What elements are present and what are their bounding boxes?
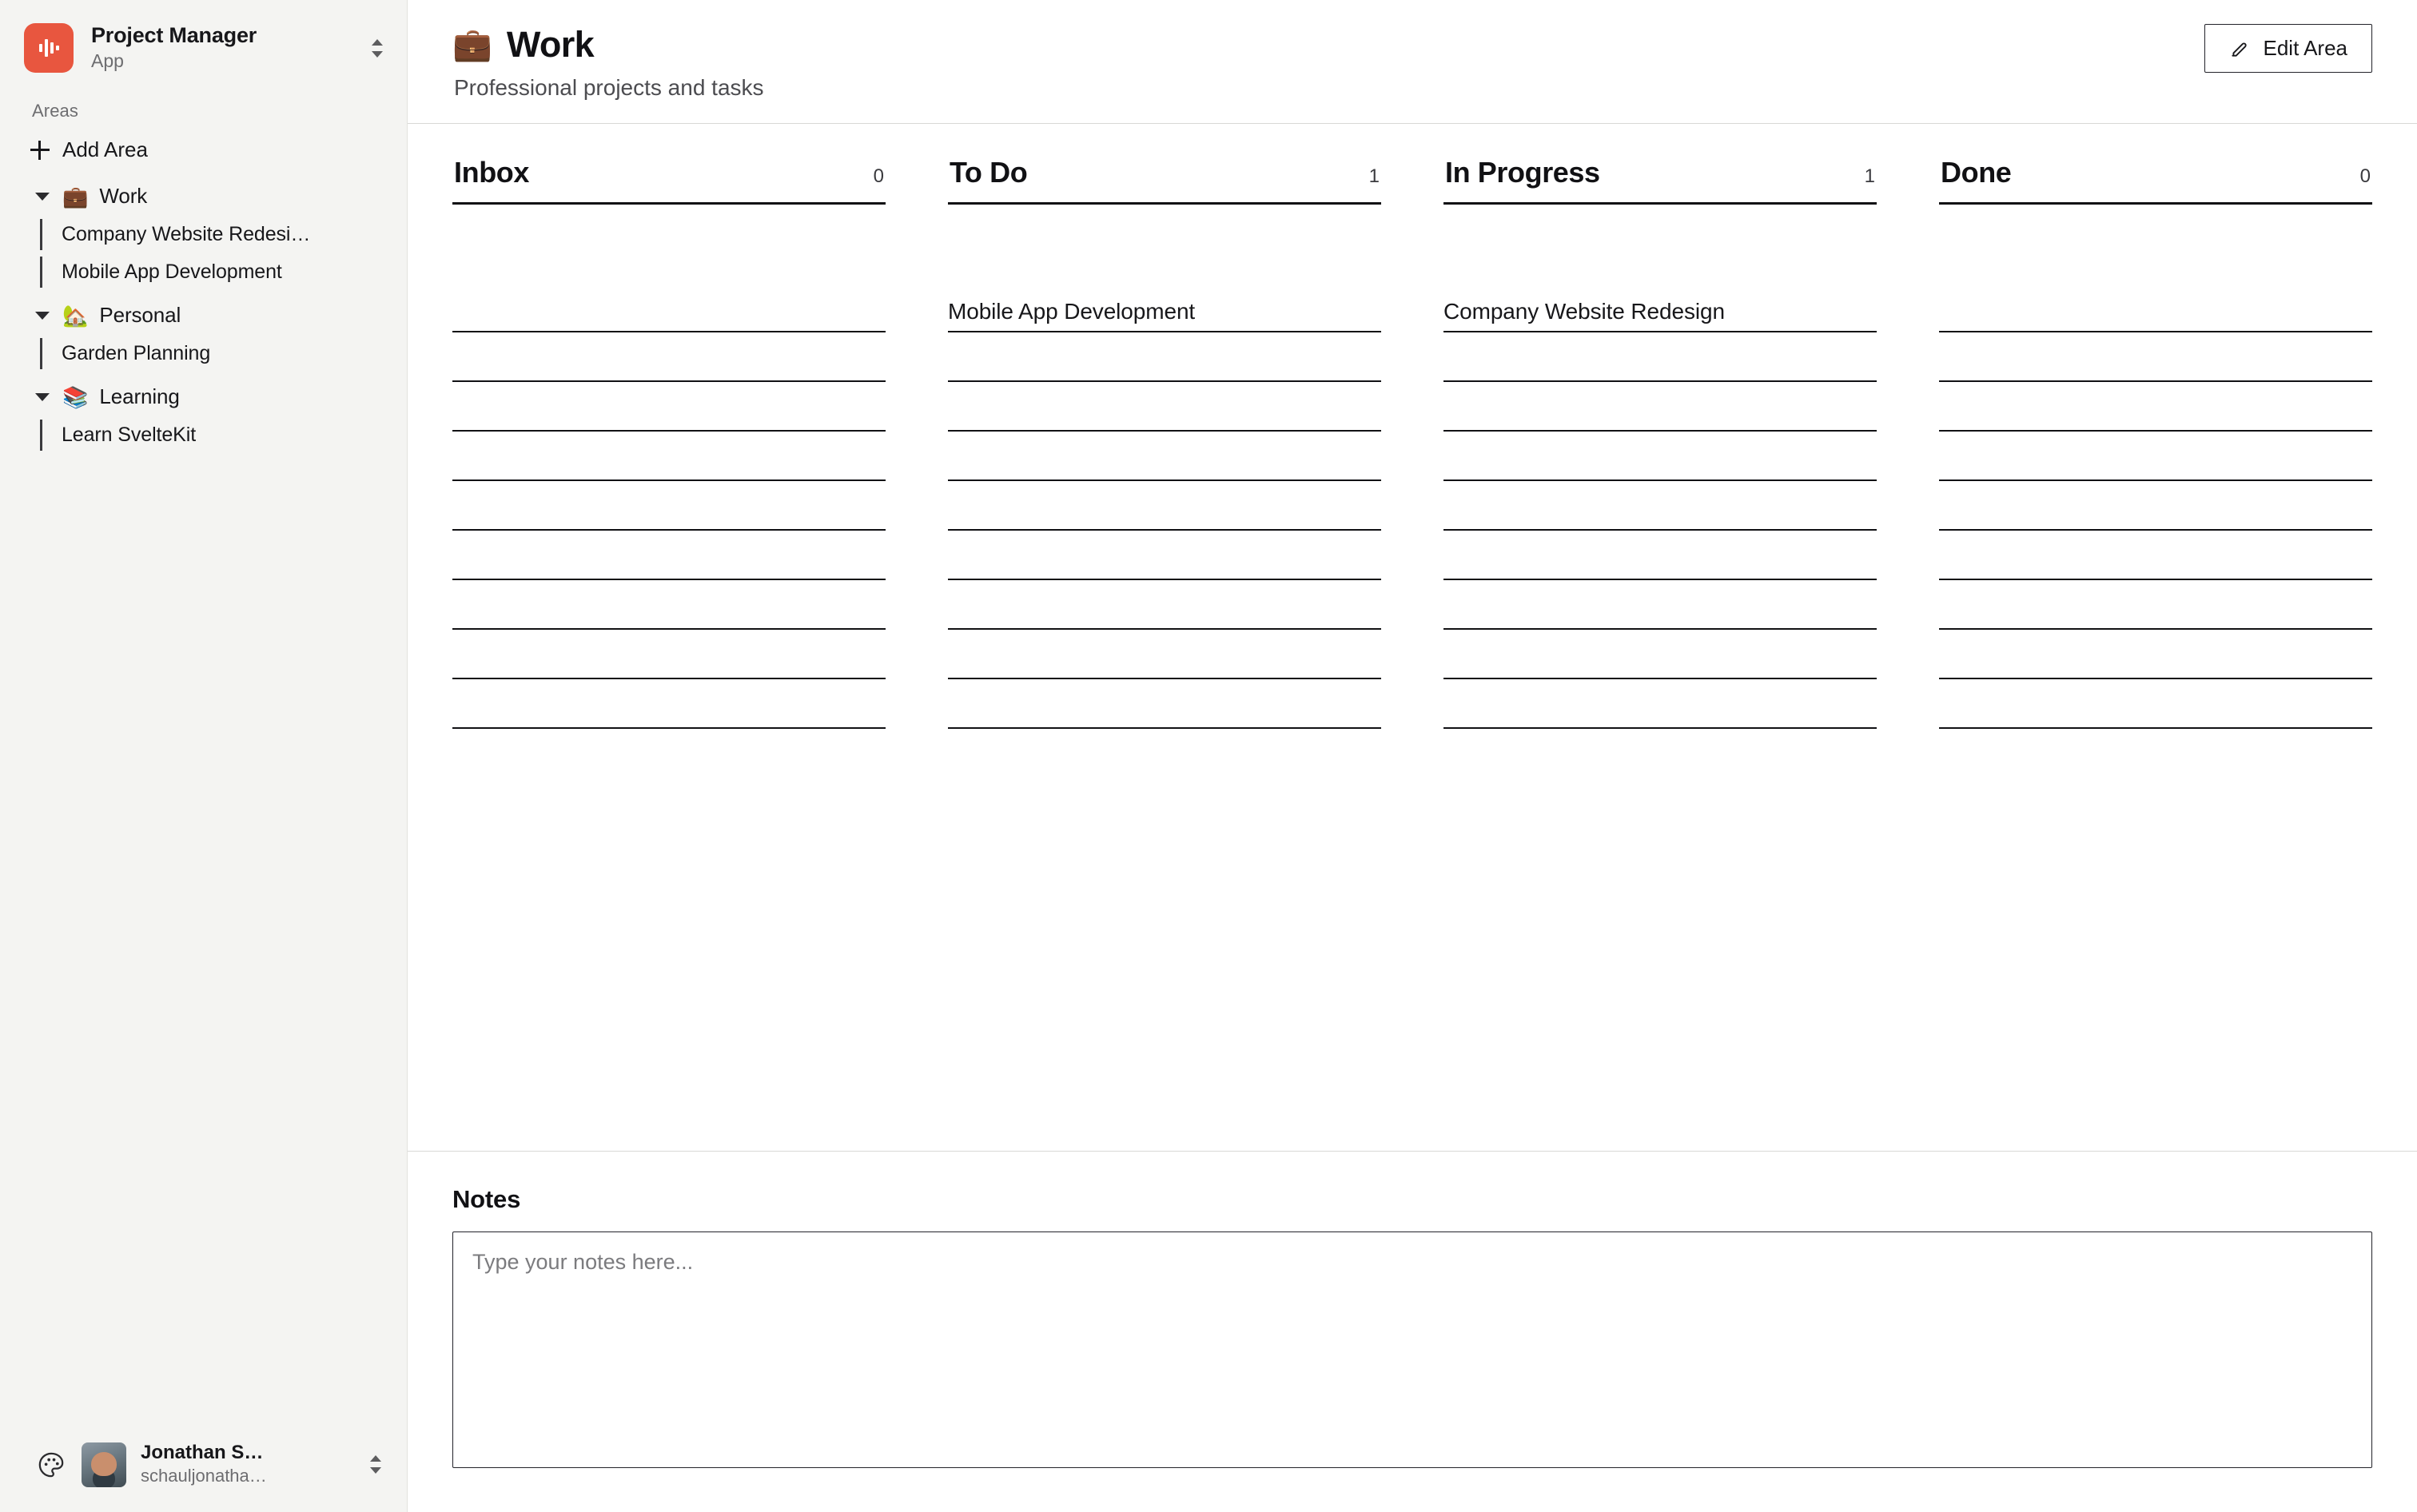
sidebar-item-project[interactable] [0, 335, 407, 372]
card-slot[interactable] [1443, 679, 1877, 729]
card-slot[interactable] [1443, 382, 1877, 432]
sidebar-item-area-work[interactable] [0, 177, 407, 216]
project-label: Mobile App Development [62, 261, 282, 284]
card-slot[interactable] [1939, 382, 2372, 432]
card-slot[interactable] [1939, 580, 2372, 630]
add-area-button[interactable] [0, 129, 407, 172]
area-emoji-personal: 🏡 [62, 303, 89, 328]
card-slot[interactable] [1443, 531, 1877, 580]
sidebar-item-area-learning[interactable] [0, 377, 407, 416]
column-title: In Progress [1445, 156, 1600, 189]
card-slot[interactable] [452, 432, 886, 481]
page-title: Work [506, 24, 595, 65]
chevron-up-down-icon[interactable] [367, 32, 388, 64]
column-header [1939, 156, 2372, 205]
sidebar-item-project[interactable] [0, 216, 407, 253]
column-body[interactable] [1443, 205, 1877, 729]
area-label-personal: Personal [99, 303, 181, 328]
column-title: To Do [950, 156, 1028, 189]
palette-icon[interactable] [35, 1449, 67, 1481]
column-count: 0 [873, 165, 884, 187]
column-title: Done [1941, 156, 2012, 189]
card-slot[interactable] [452, 332, 886, 382]
project-label: Company Website Redesi… [62, 223, 311, 246]
user-menu-chevron-up-down-icon[interactable] [365, 1449, 386, 1481]
app-switcher[interactable] [0, 0, 407, 91]
card-slot[interactable] [1939, 679, 2372, 729]
kanban-card[interactable] [948, 253, 1381, 332]
sidebar-item-area-personal[interactable] [0, 296, 407, 335]
kanban-card[interactable] [1443, 253, 1877, 332]
app-subtitle: App [91, 50, 124, 72]
project-indent-bar [40, 338, 42, 369]
edit-area-label: Edit Area [2263, 36, 2347, 60]
areas-section-label: Areas [32, 101, 78, 121]
notes-input[interactable] [452, 1231, 2372, 1468]
card-slot[interactable] [452, 382, 886, 432]
area-emoji-work: 💼 [62, 184, 89, 209]
card-slot[interactable] [452, 481, 886, 531]
user-name: Jonathan S… [141, 1442, 264, 1464]
project-indent-bar [40, 257, 42, 288]
project-indent-bar [40, 420, 42, 451]
page-header-text [452, 24, 764, 101]
project-indent-bar [40, 219, 42, 250]
add-area-label: Add Area [62, 137, 148, 162]
column-count: 1 [1864, 165, 1875, 187]
page-header [408, 0, 2417, 124]
card-slot[interactable] [1443, 481, 1877, 531]
card-slot[interactable] [1443, 432, 1877, 481]
card-title: Company Website Redesign [1443, 299, 1725, 324]
pencil-icon [2229, 38, 2250, 59]
card-slot[interactable] [948, 432, 1381, 481]
card-slot[interactable] [948, 481, 1381, 531]
notes-label: Notes [452, 1185, 521, 1213]
area-group-personal [0, 296, 407, 372]
card-slot[interactable] [1939, 253, 2372, 332]
area-label-work: Work [99, 184, 148, 209]
user-info[interactable] [141, 1441, 351, 1488]
chevron-down-icon[interactable] [35, 193, 50, 201]
card-slot[interactable] [1443, 580, 1877, 630]
page-subtitle: Professional projects and tasks [454, 75, 764, 100]
area-emoji-learning: 📚 [62, 384, 89, 409]
card-title: Mobile App Development [948, 299, 1196, 324]
card-slot[interactable] [452, 679, 886, 729]
card-slot[interactable] [1939, 481, 2372, 531]
column-header [1443, 156, 1877, 205]
column-header [948, 156, 1381, 205]
app-name: Project Manager [91, 23, 257, 47]
app-logo-icon [24, 23, 74, 73]
area-label-learning: Learning [99, 384, 180, 409]
card-slot[interactable] [1939, 332, 2372, 382]
sidebar-item-project[interactable] [0, 253, 407, 291]
sidebar [0, 0, 408, 1512]
avatar[interactable] [82, 1442, 126, 1487]
area-group-work [0, 177, 407, 291]
chevron-down-icon[interactable] [35, 393, 50, 401]
card-slot[interactable] [452, 630, 886, 679]
card-slot[interactable] [452, 580, 886, 630]
column-title: Inbox [454, 156, 529, 189]
project-label: Learn SvelteKit [62, 424, 197, 447]
column-header [452, 156, 886, 205]
card-slot[interactable] [948, 630, 1381, 679]
sidebar-item-project[interactable] [0, 416, 407, 454]
plus-icon [30, 141, 50, 160]
main-content [408, 0, 2417, 1512]
kanban-board [408, 124, 2417, 1152]
column-body[interactable] [948, 205, 1381, 729]
briefcase-icon: 💼 [452, 27, 492, 62]
card-slot[interactable] [948, 531, 1381, 580]
sidebar-footer [0, 1423, 407, 1512]
card-slot[interactable] [452, 253, 886, 332]
card-slot[interactable] [948, 679, 1381, 729]
kanban-column-inbox[interactable] [452, 156, 948, 1151]
kanban-column-todo[interactable] [948, 156, 1443, 1151]
card-slot[interactable] [452, 531, 886, 580]
kanban-column-done[interactable] [1939, 156, 2372, 1151]
notes-section [408, 1152, 2417, 1512]
card-slot[interactable] [948, 580, 1381, 630]
project-label: Garden Planning [62, 342, 211, 365]
kanban-column-in-progress[interactable] [1443, 156, 1939, 1151]
card-slot[interactable] [1443, 630, 1877, 679]
column-count: 0 [2359, 165, 2371, 187]
card-slot[interactable] [1443, 332, 1877, 382]
column-count: 1 [1368, 165, 1380, 187]
card-slot[interactable] [1939, 630, 2372, 679]
card-slot[interactable] [1939, 432, 2372, 481]
area-group-learning [0, 377, 407, 454]
page-title-row [452, 24, 764, 66]
chevron-down-icon[interactable] [35, 312, 50, 320]
user-handle: schauljonatha… [141, 1466, 267, 1486]
card-slot[interactable] [1939, 531, 2372, 580]
column-body[interactable] [452, 205, 886, 729]
edit-area-button[interactable] [2204, 24, 2372, 73]
column-body[interactable] [1939, 205, 2372, 729]
card-slot[interactable] [948, 332, 1381, 382]
card-slot[interactable] [948, 382, 1381, 432]
